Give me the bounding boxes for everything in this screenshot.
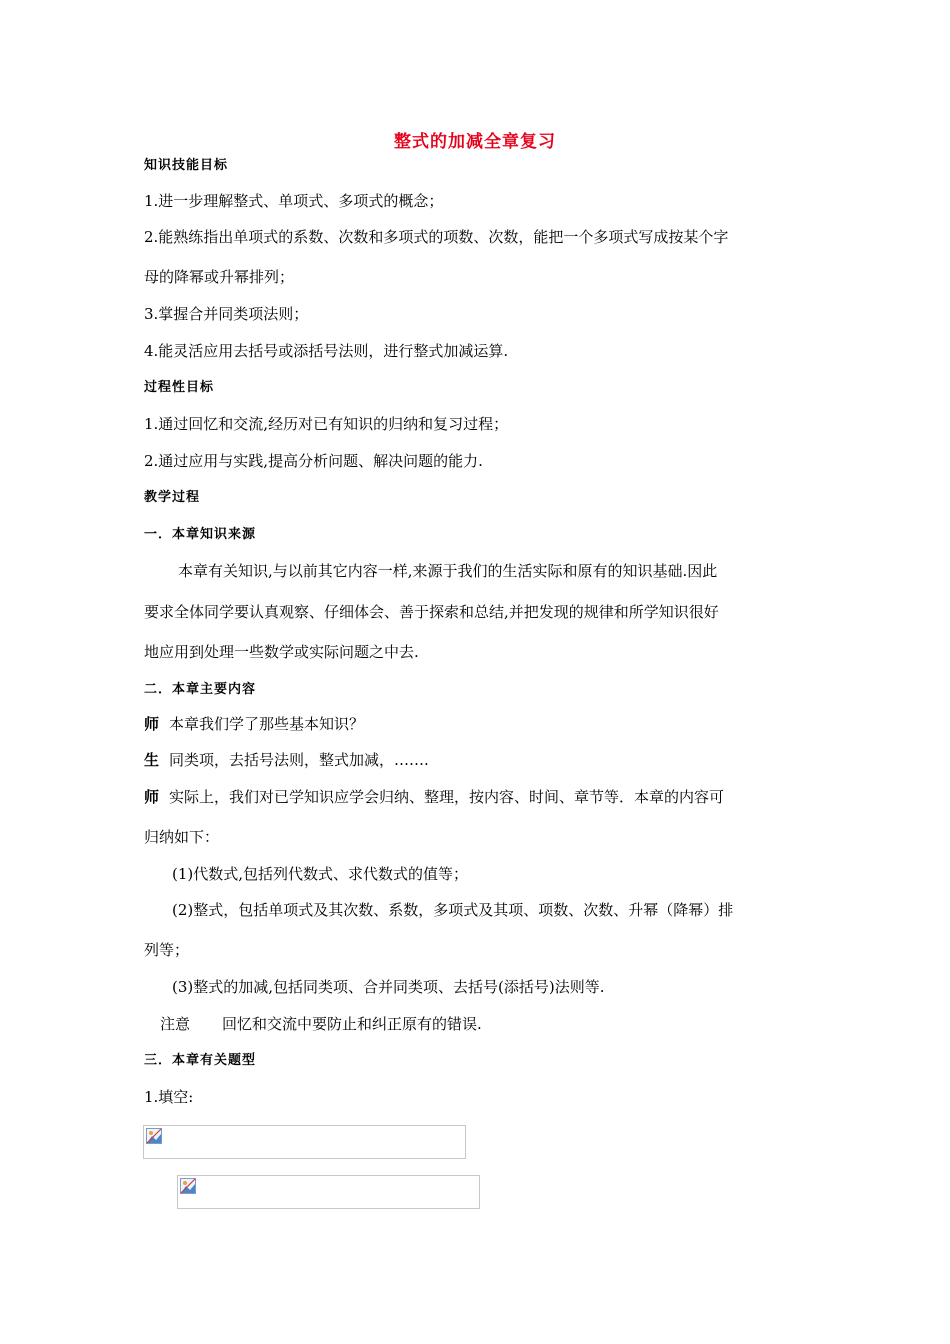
note-label: 注意 — [160, 1015, 191, 1033]
broken-image-icon — [146, 1128, 162, 1144]
process-item: 1.通过回忆和交流,经历对已有知识的归纳和复习过程； — [144, 415, 509, 433]
note-text: 回忆和交流中要防止和纠正原有的错误. — [222, 1015, 482, 1033]
knowledge-item: 1.进一步理解整式、单项式、多项式的概念； — [144, 192, 444, 210]
note-line — [160, 1013, 482, 1034]
content-item: (2)整式，包括单项式及其次数、系数，多项式及其项、项数、次数、升幂（降幂）排 — [172, 901, 734, 919]
dialogue-line — [144, 786, 724, 807]
content-item: (1)代数式,包括列代数式、求代数式的值等； — [172, 865, 469, 883]
exercise-label: 1.填空: — [144, 1088, 194, 1106]
knowledge-item: 4.能灵活应用去括号或添括号法则，进行整式加减运算. — [144, 342, 509, 360]
speaker-label: 师 — [144, 788, 160, 806]
dialogue-line — [144, 749, 429, 770]
knowledge-item: 2.能熟练指出单项式的系数、次数和多项式的项数、次数，能把一个多项式写成按某个字 — [144, 228, 729, 246]
broken-image-icon — [180, 1178, 196, 1194]
dialogue-line — [144, 713, 364, 734]
part1-paragraph-line: 本章有关知识,与以前其它内容一样,来源于我们的生活实际和原有的知识基础.因此 — [178, 562, 718, 580]
knowledge-item: 母的降幂或升幂排列； — [144, 268, 295, 286]
exercise-image-placeholder — [143, 1125, 466, 1159]
dialogue-continuation: 归纳如下： — [144, 828, 220, 846]
process-item: 2.通过应用与实践,提高分析问题、解决问题的能力. — [144, 452, 483, 470]
part1-paragraph-line: 要求全体同学要认真观察、仔细体会、善于探索和总结,并把发现的规律和所学知识很好 — [144, 603, 719, 621]
document-title: 整式的加减全章复习 — [394, 132, 556, 152]
knowledge-item: 3.掌握合并同类项法则； — [144, 305, 309, 323]
part2-heading: 二．本章主要内容 — [144, 682, 257, 697]
content-item: (3)整式的加减,包括同类项、合并同类项、去括号(添括号)法则等. — [172, 978, 605, 996]
content-item: 列等； — [144, 941, 190, 959]
dialogue-text: 同类项，去括号法则，整式加减，……. — [169, 751, 429, 769]
part1-heading: 一．本章知识来源 — [144, 527, 257, 542]
teaching-heading: 教学过程 — [144, 490, 201, 505]
process-heading: 过程性目标 — [144, 380, 215, 395]
dialogue-text: 本章我们学了那些基本知识？ — [169, 715, 365, 733]
dialogue-text: 实际上，我们对已学知识应学会归纳、整理，按内容、时间、章节等．本章的内容可 — [169, 788, 725, 806]
speaker-label: 生 — [144, 751, 160, 769]
speaker-label: 师 — [144, 715, 160, 733]
knowledge-heading: 知识技能目标 — [144, 158, 229, 173]
part3-heading: 三．本章有关题型 — [144, 1053, 257, 1068]
part1-paragraph-line: 地应用到处理一些数学或实际问题之中去. — [144, 643, 419, 661]
exercise-image-placeholder — [177, 1175, 480, 1209]
